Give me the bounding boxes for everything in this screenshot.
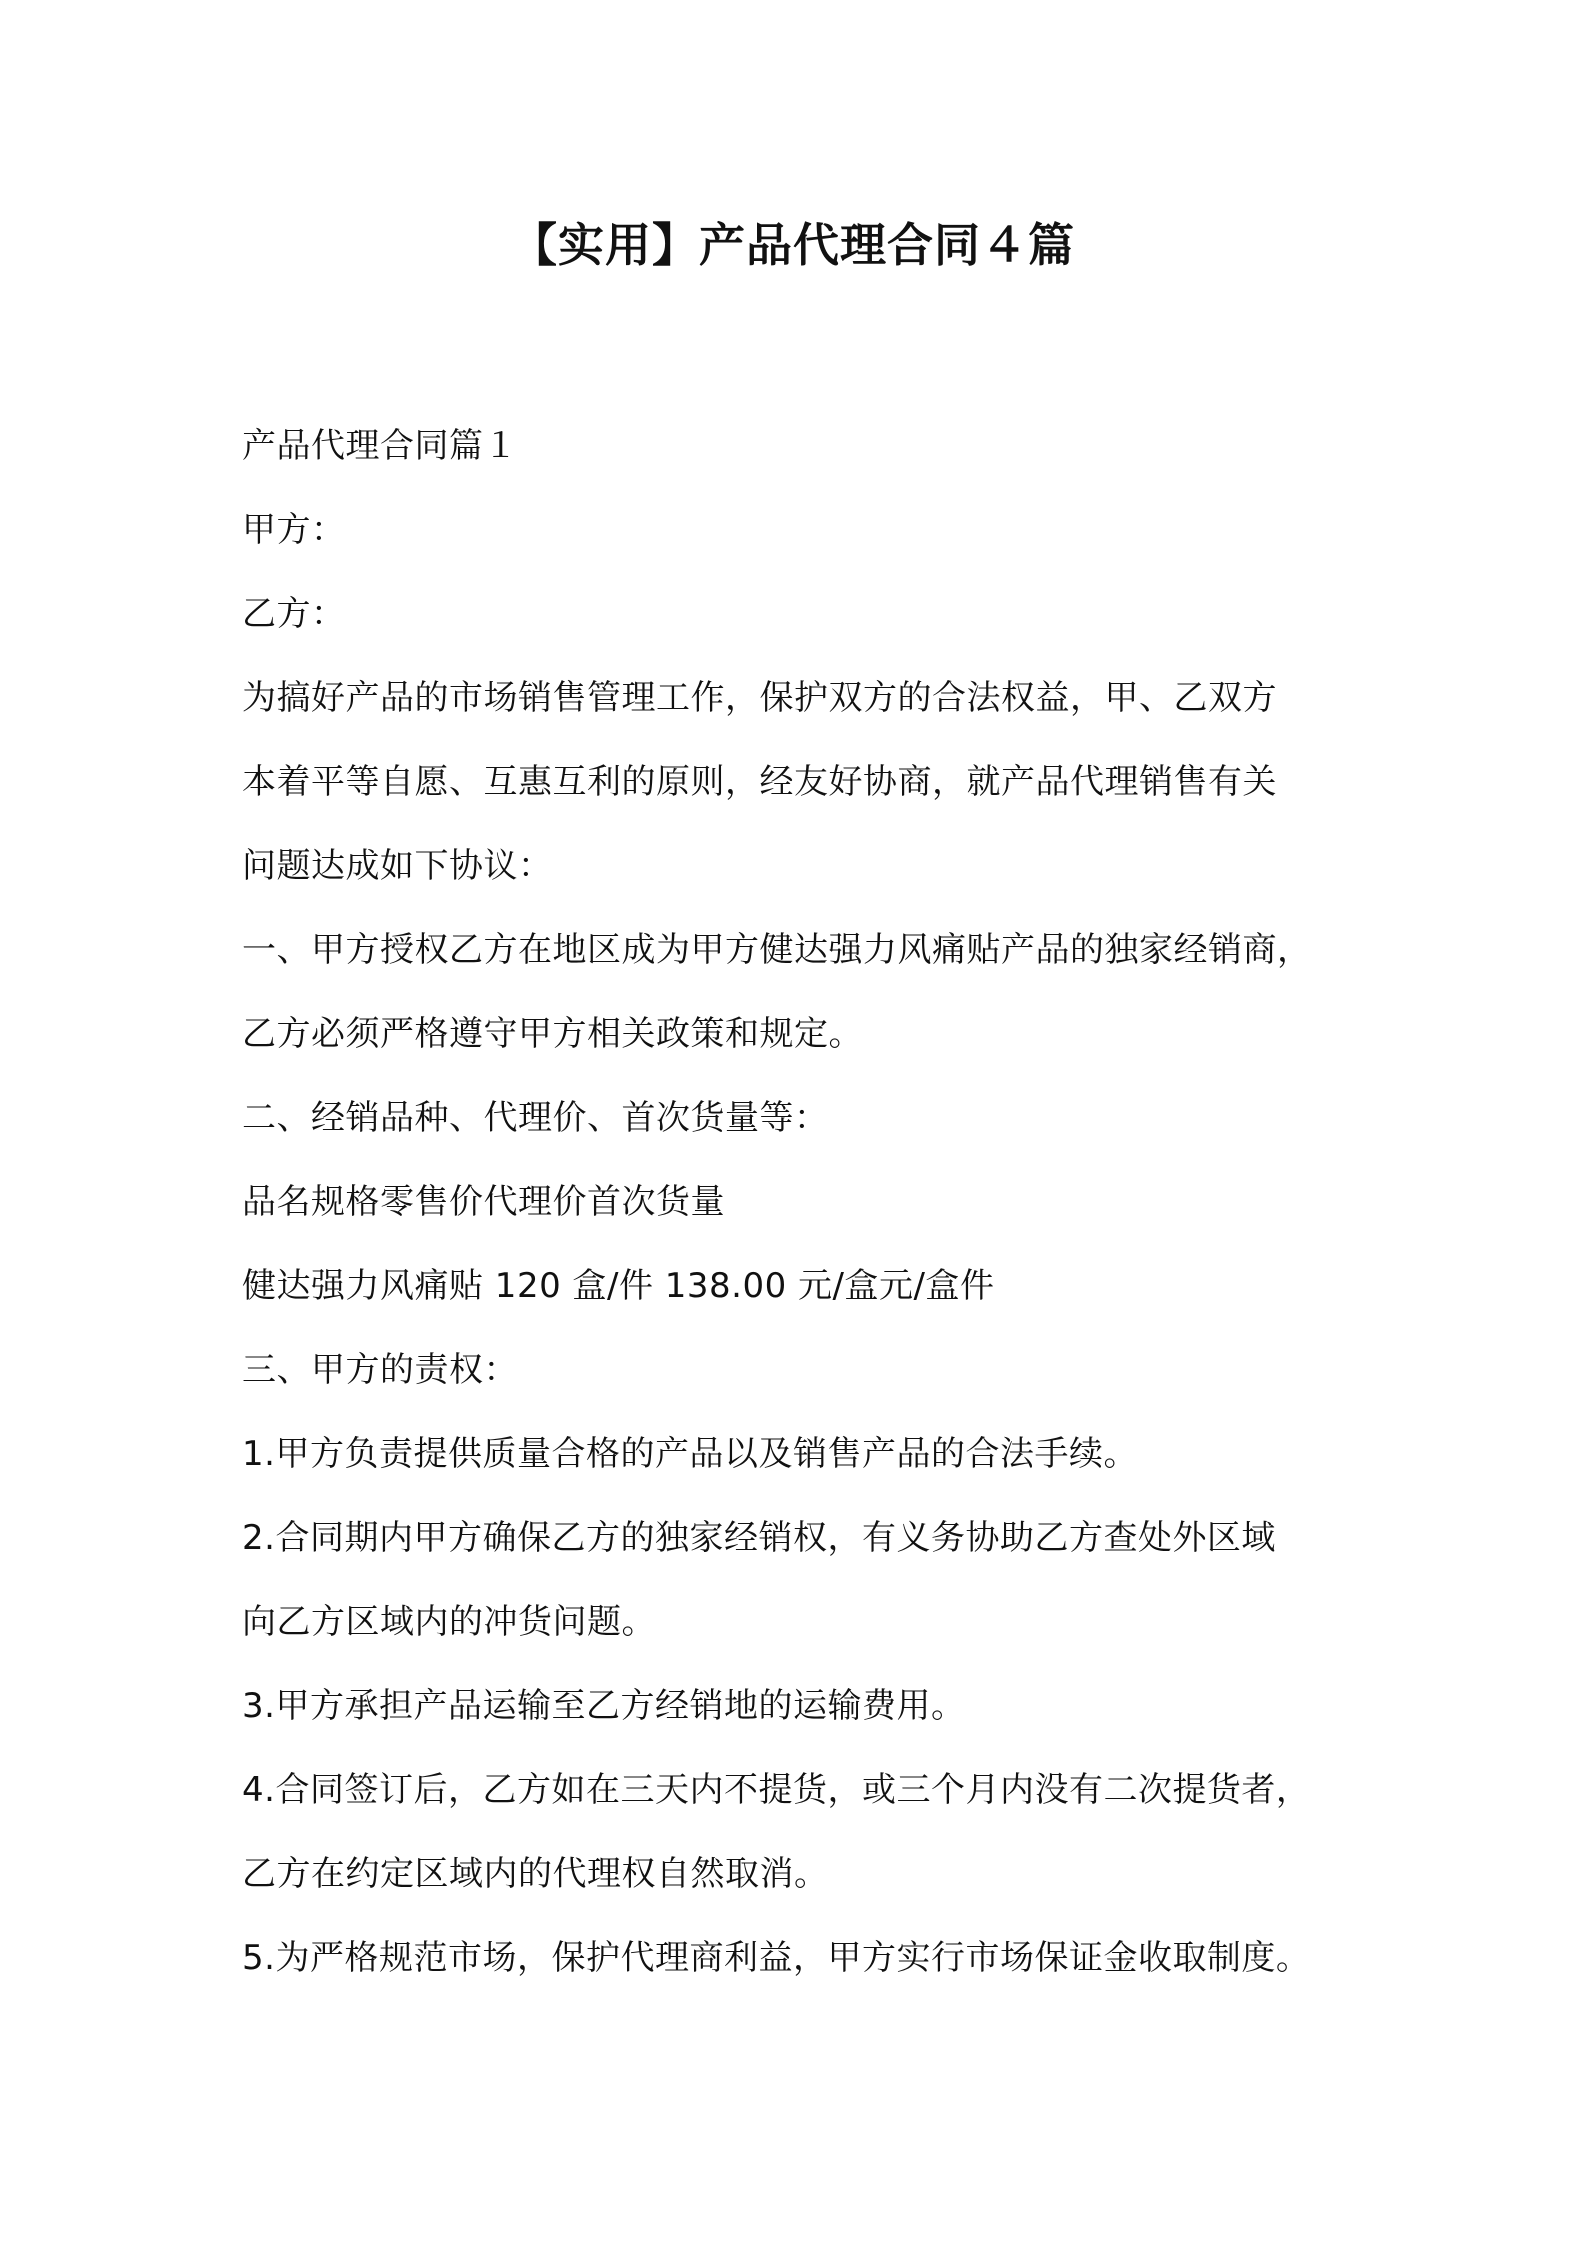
document-title: 【实用】产品代理合同４篇 <box>511 218 1075 272</box>
product-table-row: 健达强力风痛贴 120 盒/件 138.00 元/盒元/盒件 <box>242 1266 995 1306</box>
paragraph-line: 乙方必须严格遵守甲方相关政策和规定。 <box>242 1014 863 1054</box>
party-b-line: 乙方： <box>242 594 346 634</box>
clause-line: 3.甲方承担产品运输至乙方经销地的运输费用。 <box>242 1686 966 1726</box>
section-heading: 产品代理合同篇１ <box>242 426 518 466</box>
party-a-line: 甲方： <box>242 510 346 550</box>
clause-line: 向乙方区域内的冲货问题。 <box>242 1602 656 1642</box>
clause-line: 1.甲方负责提供质量合格的产品以及销售产品的合法手续。 <box>242 1434 1138 1474</box>
paragraph-line: 为搞好产品的市场销售管理工作，保护双方的合法权益，甲、乙双方 <box>242 678 1277 718</box>
paragraph-line: 三、甲方的责权： <box>242 1350 518 1390</box>
clause-line: 2.合同期内甲方确保乙方的独家经销权，有义务协助乙方查处外区域 <box>242 1518 1276 1558</box>
paragraph-line: 一、甲方授权乙方在地区成为甲方健达强力风痛贴产品的独家经销商， <box>242 930 1312 970</box>
paragraph-line: 本着平等自愿、互惠互利的原则，经友好协商，就产品代理销售有关 <box>242 762 1277 802</box>
paragraph-line: 二、经销品种、代理价、首次货量等： <box>242 1098 829 1138</box>
product-table-header: 品名规格零售价代理价首次货量 <box>242 1182 725 1222</box>
paragraph-line: 问题达成如下协议： <box>242 846 553 886</box>
document-body <box>242 404 1382 2000</box>
clause-line: 乙方在约定区域内的代理权自然取消。 <box>242 1854 829 1894</box>
clause-line: 5.为严格规范市场，保护代理商利益，甲方实行市场保证金收取制度。 <box>242 1938 1311 1978</box>
clause-line: 4.合同签订后，乙方如在三天内不提货，或三个月内没有二次提货者， <box>242 1770 1311 1810</box>
